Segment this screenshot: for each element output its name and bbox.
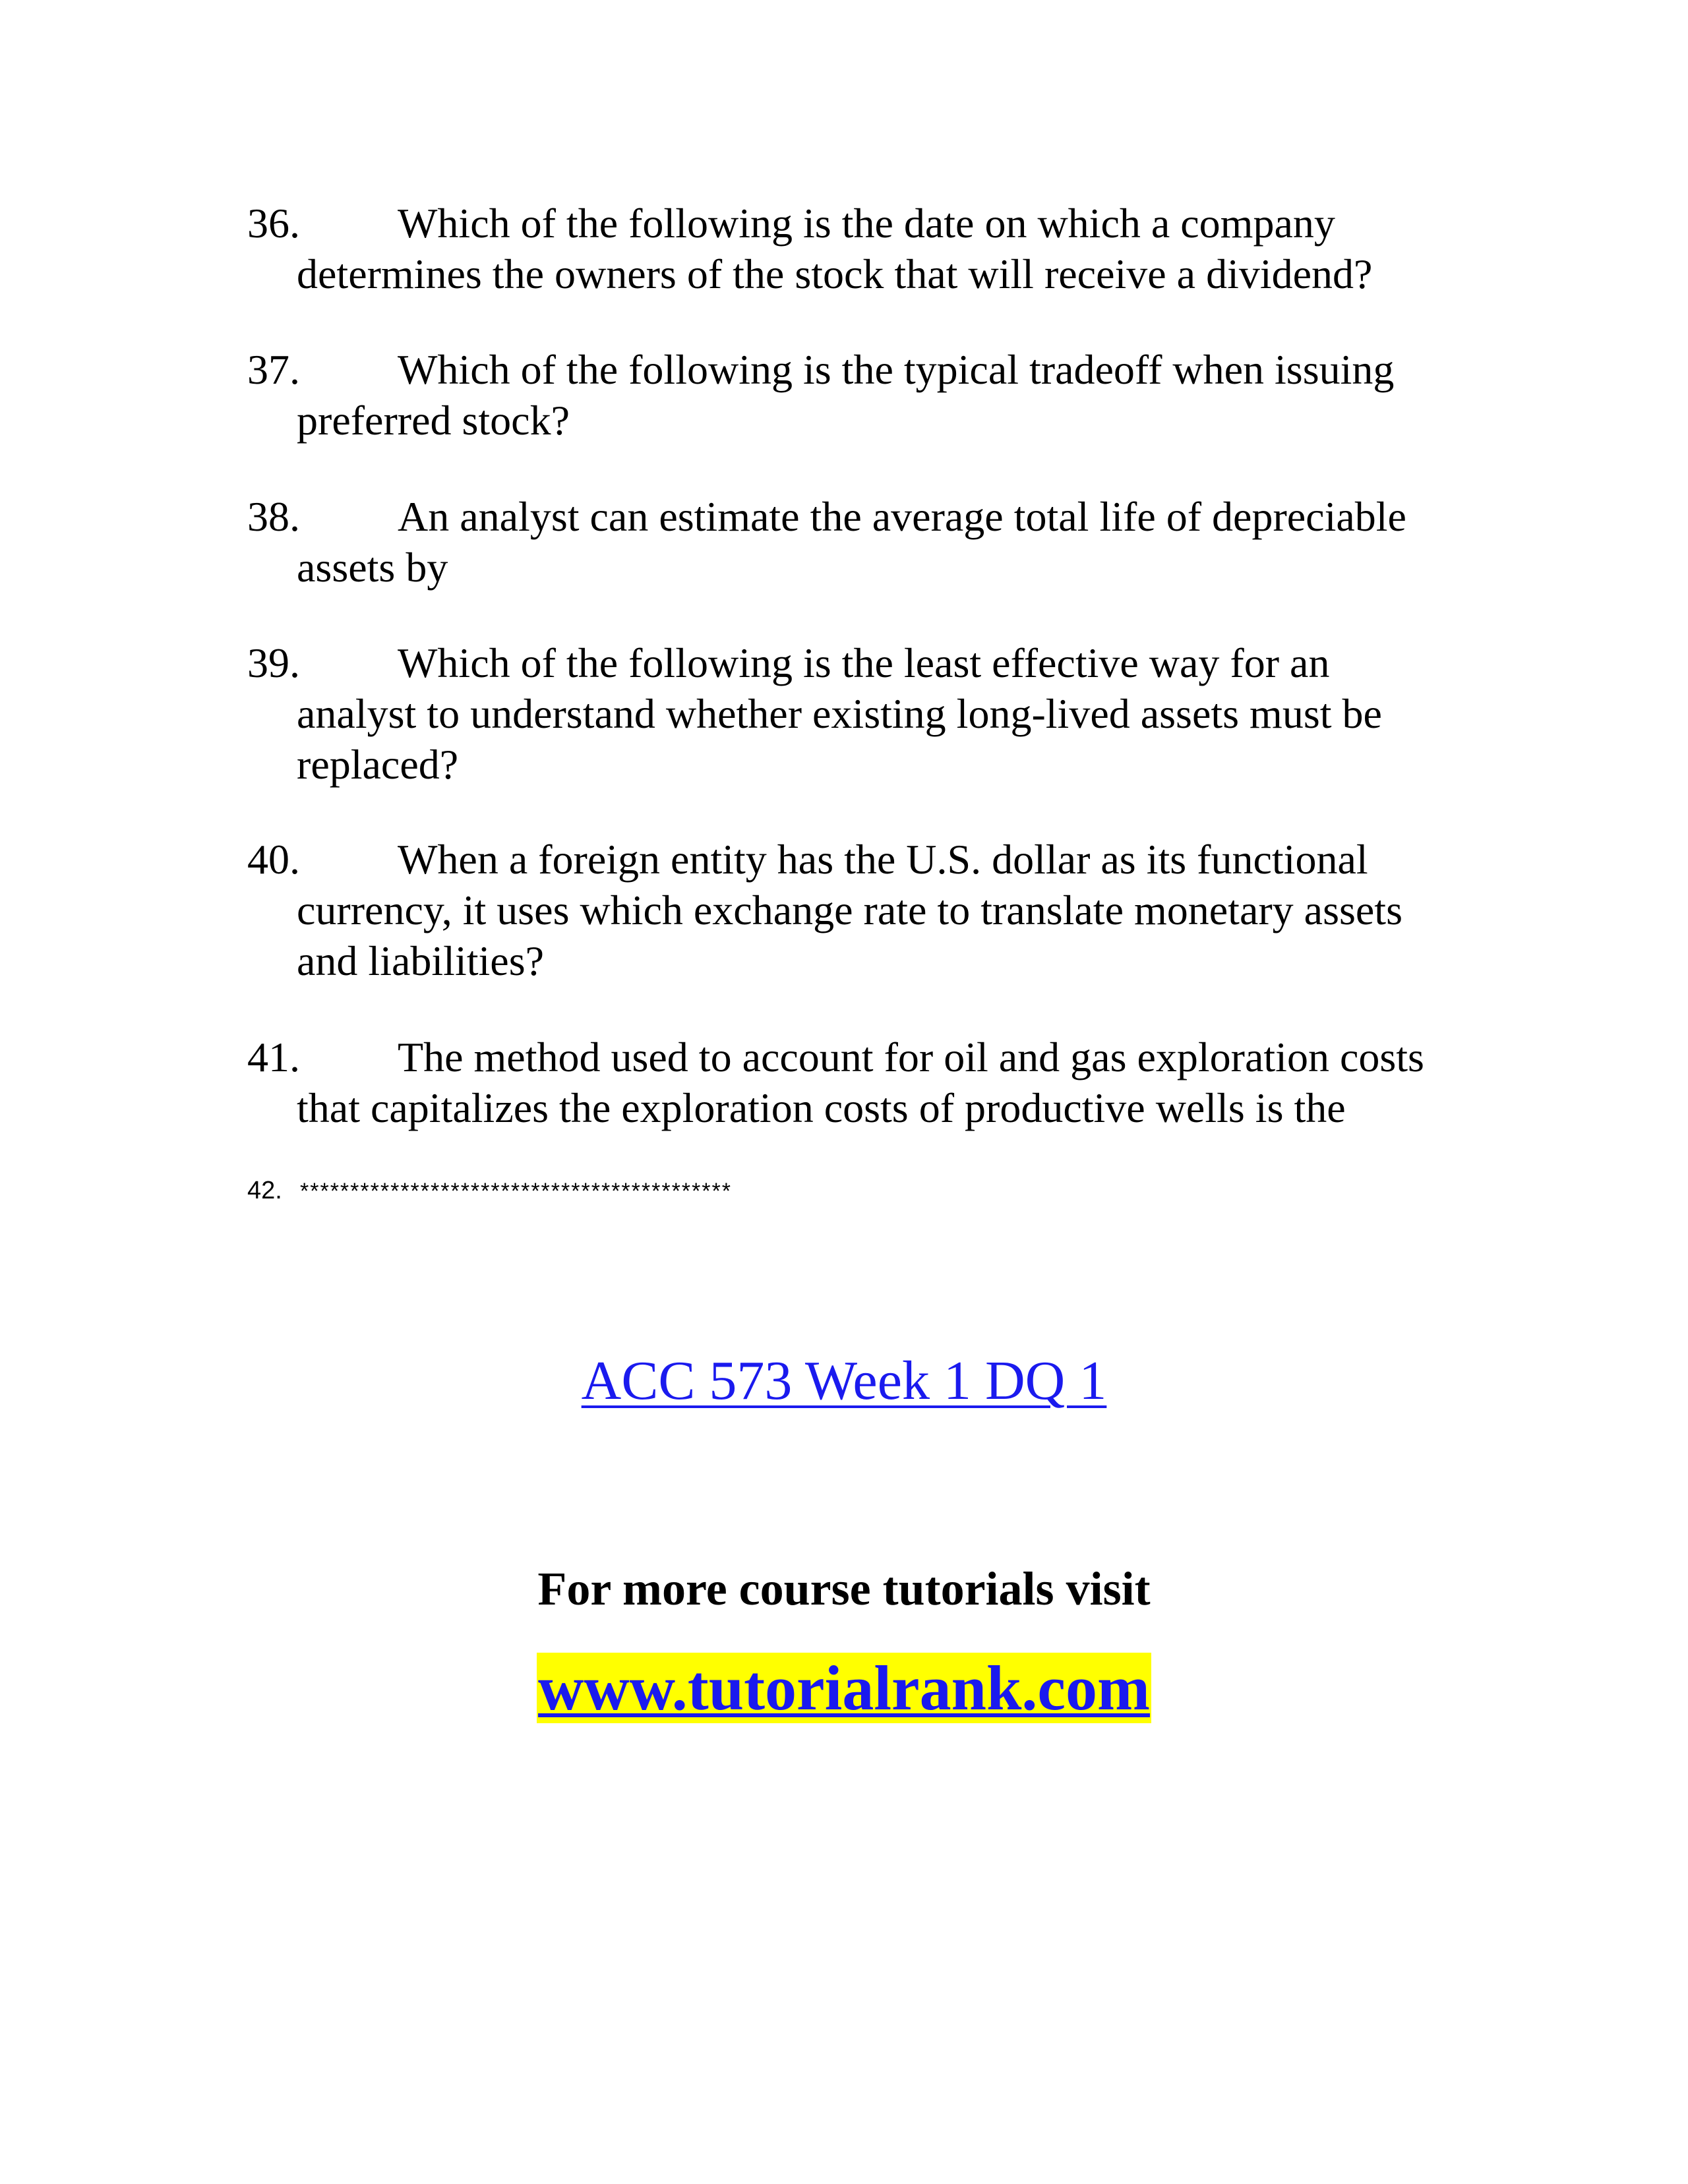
question-number: 40. bbox=[247, 836, 300, 883]
site-link-container bbox=[0, 1651, 1688, 1725]
question-number: 37. bbox=[247, 346, 300, 393]
question-text: Which of the following is the least effective way for an bbox=[398, 639, 1330, 686]
question-number: 39. bbox=[247, 639, 300, 686]
question-number: 41. bbox=[247, 1034, 300, 1080]
question-text-continued: assets by bbox=[297, 544, 448, 591]
asterisk-separator: ******************************************* bbox=[300, 1179, 732, 1204]
question-text-continued: that capitalizes the exploration costs of productive wells is the bbox=[297, 1084, 1346, 1131]
question-41 bbox=[247, 1032, 1487, 1133]
question-text-continued: analyst to understand whether existing long-lived assets must be bbox=[297, 690, 1382, 737]
question-40 bbox=[247, 834, 1487, 986]
question-text: Which of the following is the typical tradeoff when issuing bbox=[398, 346, 1395, 393]
question-42 bbox=[247, 1175, 732, 1207]
question-39 bbox=[247, 637, 1487, 790]
question-36 bbox=[247, 198, 1487, 299]
question-text-continued: preferred stock? bbox=[297, 397, 570, 444]
question-text: The method used to account for oil and gas exploration costs bbox=[398, 1034, 1424, 1080]
question-text: When a foreign entity has the U.S. dollar as its functional bbox=[398, 836, 1368, 883]
site-link[interactable]: www.tutorialrank.com bbox=[538, 1653, 1150, 1723]
question-number: 38. bbox=[247, 493, 300, 540]
question-text: An analyst can estimate the average total life of depreciable bbox=[398, 493, 1406, 540]
question-text-continued: and liabilities? bbox=[297, 937, 544, 984]
question-text-continued: replaced? bbox=[297, 741, 459, 788]
question-number: 42. bbox=[247, 1177, 282, 1204]
course-link[interactable]: ACC 573 Week 1 DQ 1 bbox=[581, 1350, 1107, 1411]
question-text-continued: currency, it uses which exchange rate to translate monetary assets bbox=[297, 887, 1402, 933]
question-text: Which of the following is the date on which a company bbox=[398, 200, 1335, 247]
visit-heading: For more course tutorials visit bbox=[537, 1562, 1151, 1615]
question-37 bbox=[247, 344, 1487, 446]
question-38 bbox=[247, 491, 1487, 593]
question-number: 36. bbox=[247, 200, 300, 247]
question-text-continued: determines the owners of the stock that will receive a dividend? bbox=[297, 251, 1373, 297]
course-link-container bbox=[0, 1348, 1688, 1414]
